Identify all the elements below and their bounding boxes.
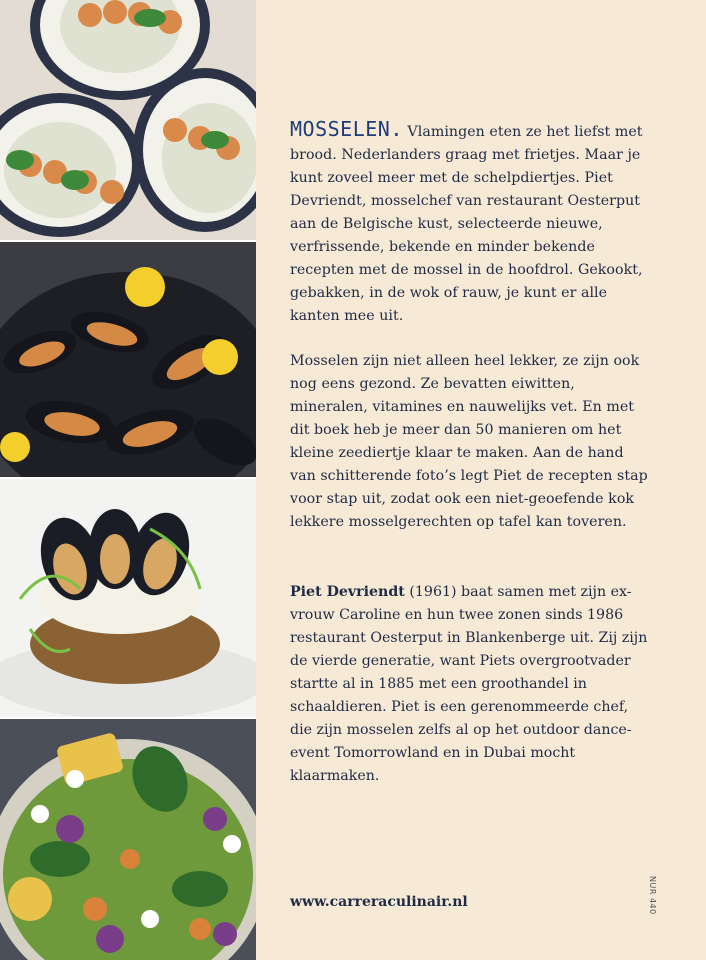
author-name: Piet Devriendt (290, 584, 405, 600)
steamed-mussels-flowers-photo (0, 240, 256, 478)
nur-code: NUR 440 (648, 876, 657, 915)
intro-text-block (290, 118, 650, 534)
publisher-website[interactable]: www.carreraculinair.nl (290, 894, 468, 910)
second-paragraph: Mosselen zijn niet alleen heel lekker, ze zijn ook nog eens gezond. Ze bevatten eiwitten, mineralen, vitamines en nauwelijks vet. En met dit boek heb je meer dan 50 manieren om het kleine zeediertje klaar te maken. Aan de hand van schitterende foto’s legt Piet de recepten stap voor stap uit, zodat ook een niet-geoefende kok lekkere mosselgerechten op tafel kan toveren. (290, 353, 648, 530)
author-bio-text: (1961) baat samen met zijn ex-vrouw Caroline en hun twee zonen sinds 1986 restaurant Oesterput in Blankenberge uit. Zij zijn de vierde generatie, want Piets overgrootvader startte al in 1885 met een groothandel in schaaldieren. Piet is een gerenommeerde chef, die zijn mosselen zelfs al op het outdoor dance-event Tomorrowland en in Dubai mocht klaarmaken. (290, 584, 648, 784)
intro-paragraph (290, 118, 650, 328)
mussel-salad-photo (0, 717, 256, 960)
mussel-skewer-bowls-photo (0, 0, 256, 240)
lead-heading: MOSSELEN. (290, 117, 403, 141)
author-bio (290, 581, 650, 788)
photo-column (0, 0, 256, 960)
intro-text: Vlamingen eten ze het liefst met brood. Nederlanders graag met frietjes. Maar je kunt zoveel meer met de schelpdiertjes. Piet Devriendt, mosselchef van restaurant Oesterput aan de Belgische kust, selecteerde nieuwe, verfrissende, bekende en minder bekende recepten met de mossel in de hoofdrol. Gekookt, gebakken, in de wok of rauw, je kunt er alle kanten mee uit. (290, 124, 643, 324)
mussel-potato-photo (0, 477, 256, 717)
